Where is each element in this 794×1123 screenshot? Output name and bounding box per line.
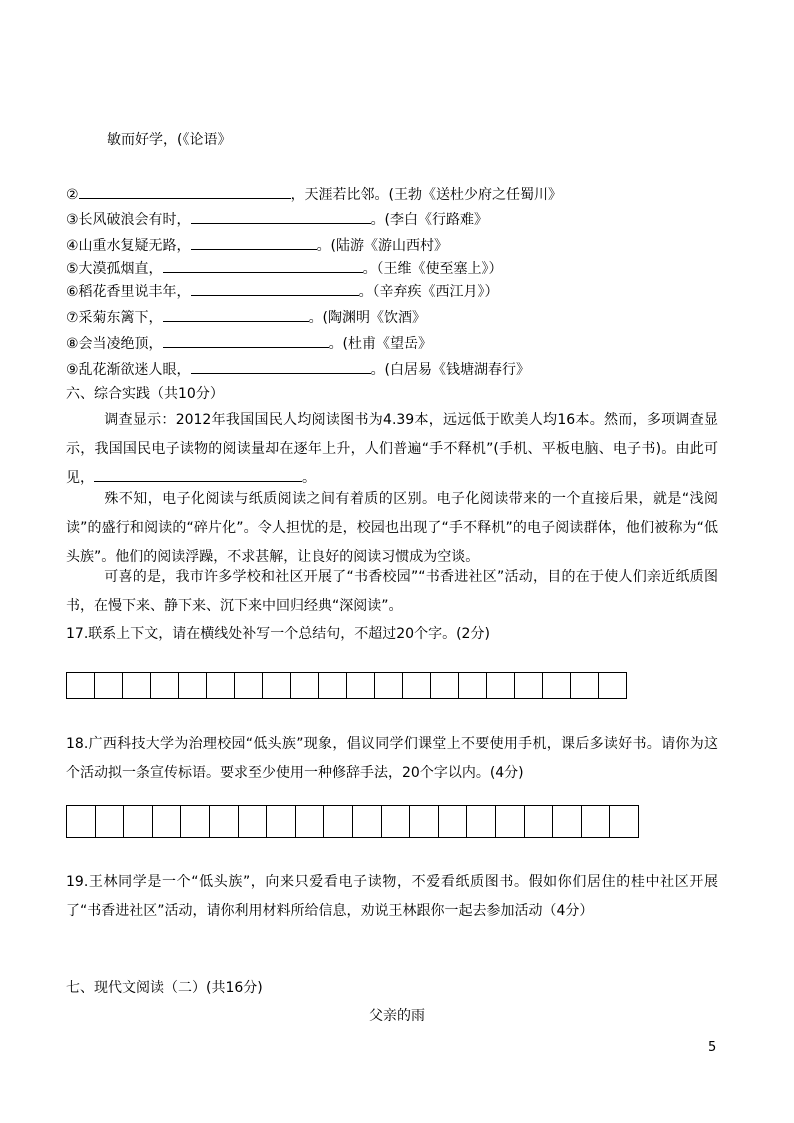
answer-grid-q17[interactable] [66, 672, 627, 699]
grid-cell[interactable] [525, 805, 554, 838]
grid-cell[interactable] [431, 672, 459, 699]
poem-line-4: ④山重水复疑无路， 。(陆游《游山西村》 [66, 233, 448, 256]
answer-blank[interactable] [79, 182, 291, 199]
grid-cell[interactable] [291, 672, 319, 699]
grid-cell[interactable] [207, 672, 235, 699]
poem-line-5: ⑤大漠孤烟直， 。（王维《使至塞上》） [66, 256, 503, 279]
grid-cell[interactable] [382, 805, 411, 838]
grid-cell[interactable] [403, 672, 431, 699]
grid-cell[interactable] [96, 805, 125, 838]
grid-cell[interactable] [571, 672, 599, 699]
grid-cell[interactable] [459, 672, 487, 699]
poem-line-3: ③长风破浪会有时， 。(李白《行路难》 [66, 207, 488, 230]
grid-cell[interactable] [467, 805, 496, 838]
article-title: 父亲的雨 [369, 1008, 425, 1024]
section-7-heading: 七、现代文阅读（二）(共16分) [66, 980, 263, 996]
answer-blank[interactable] [191, 233, 317, 250]
section-6-paragraph-3: 可喜的是，我市许多学校和社区开展了“书香校园”“书香进社区”活动，目的在于使人们亲近纸质图书，在慢下来、静下来、沉下来中回归经典“深阅读”。 [66, 569, 718, 614]
grid-cell[interactable] [95, 672, 123, 699]
grid-cell[interactable] [124, 805, 153, 838]
grid-cell[interactable] [375, 672, 403, 699]
grid-cell[interactable] [496, 805, 525, 838]
question-18: 18.广西科技大学为治理校园“低头族”现象，倡议同学们课堂上不要使用手机，课后多读好书。请你为这个活动拟一条宣传标语。要求至少使用一种修辞手法，20个字以内。(4分) [66, 736, 718, 781]
grid-cell[interactable] [181, 805, 210, 838]
poem-line-1: 敏而好学，(《论语》 [107, 132, 232, 148]
grid-cell[interactable] [151, 672, 179, 699]
section-6-paragraph-1: 调查显示：2012年我国国民人均阅读图书为4.39本，远远低于欧美人均16本。然而，多项调查显示，我国国民电子读物的阅读量却在逐年上升，人们普遍“手不释机”(手机、平板电脑、电子书)。由此可见， 。 [66, 412, 718, 486]
answer-grid-q18[interactable] [66, 805, 639, 838]
grid-cell[interactable] [582, 805, 611, 838]
answer-blank[interactable] [163, 305, 309, 322]
grid-cell[interactable] [235, 672, 263, 699]
grid-cell[interactable] [610, 805, 639, 838]
answer-blank[interactable] [191, 279, 359, 296]
poem-line-6: ⑥稻花香里说丰年， 。（辛弃疾《西江月》） [66, 279, 499, 302]
answer-blank[interactable] [191, 357, 371, 374]
section-6-paragraph-2: 殊不知，电子化阅读与纸质阅读之间有着质的区别。电子化阅读带来的一个直接后果，就是“浅阅读”的盛行和阅读的“碎片化”。令人担忧的是，校园也出现了“手不释机”的电子阅读群体，他们被称为“低头族”。他们的阅读浮躁，不求甚解，让良好的阅读习惯成为空谈。 [66, 491, 718, 565]
grid-cell[interactable] [319, 672, 347, 699]
grid-cell[interactable] [543, 672, 571, 699]
grid-cell[interactable] [515, 672, 543, 699]
grid-cell[interactable] [487, 672, 515, 699]
grid-cell[interactable] [67, 805, 96, 838]
poem-line-2: ② ，天涯若比邻。(王勃《送杜少府之任蜀川》 [66, 182, 562, 205]
grid-cell[interactable] [347, 672, 375, 699]
grid-cell[interactable] [239, 805, 268, 838]
poem-line-9: ⑨乱花渐欲迷人眼， 。(白居易《钱塘湖春行》 [66, 357, 530, 380]
question-19: 19.王林同学是一个“低头族”，向来只爱看电子读物，不爱看纸质图书。假如你们居住的桂中社区开展了“书香进社区”活动，请你利用材料所给信息，劝说王林跟你一起去参加活动（4分） [66, 874, 718, 919]
grid-cell[interactable] [263, 672, 291, 699]
answer-blank[interactable] [163, 256, 363, 273]
grid-cell[interactable] [553, 805, 582, 838]
grid-cell[interactable] [123, 672, 151, 699]
grid-cell[interactable] [296, 805, 325, 838]
section-6-heading: 六、综合实践（共10分） [66, 386, 224, 402]
grid-cell[interactable] [267, 805, 296, 838]
poem-line-8: ⑧会当凌绝顶， 。(杜甫《望岳》 [66, 331, 432, 354]
poem-line-7: ⑦采菊东篱下， 。(陶渊明《饮酒》 [66, 305, 426, 328]
grid-cell[interactable] [410, 805, 439, 838]
answer-blank[interactable] [191, 207, 371, 224]
grid-cell[interactable] [210, 805, 239, 838]
grid-cell[interactable] [153, 805, 182, 838]
grid-cell[interactable] [439, 805, 468, 838]
grid-cell[interactable] [353, 805, 382, 838]
question-17: 17.联系上下文，请在横线处补写一个总结句，不超过20个字。(2分) [66, 626, 490, 642]
grid-cell[interactable] [67, 672, 95, 699]
grid-cell[interactable] [324, 805, 353, 838]
grid-cell[interactable] [179, 672, 207, 699]
summary-blank[interactable] [94, 465, 302, 482]
answer-blank[interactable] [163, 331, 329, 348]
page-number: 5 [708, 1040, 717, 1055]
grid-cell[interactable] [599, 672, 627, 699]
